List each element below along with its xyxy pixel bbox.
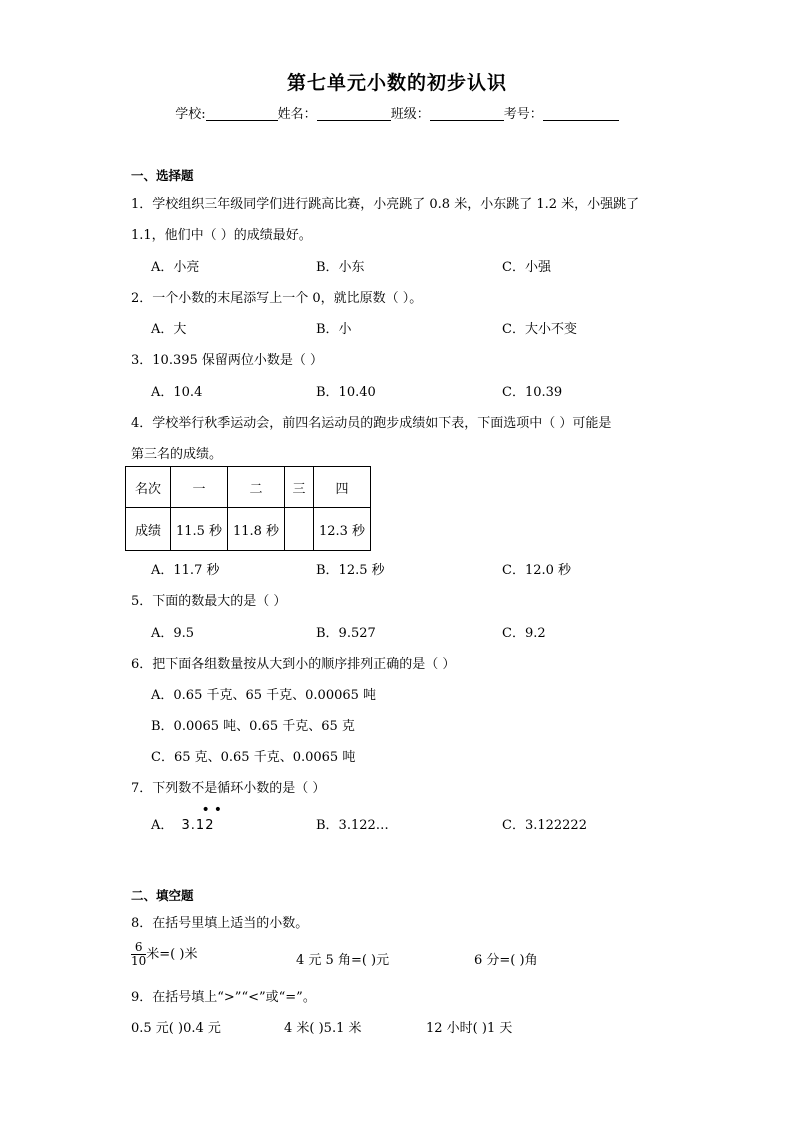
q5-option-b[interactable]: B．9.527: [316, 626, 376, 641]
q2-option-a[interactable]: A．大: [151, 322, 187, 337]
table-header-cell: 三: [285, 467, 314, 508]
q8-stem: 8．在括号里填上适当的小数。: [131, 916, 309, 931]
q3-option-a[interactable]: A．10.4: [151, 385, 203, 400]
table-cell: 11.5 秒: [171, 508, 228, 551]
table-cell: 12.3 秒: [314, 508, 371, 551]
q4-option-c[interactable]: C．12.0 秒: [502, 563, 572, 578]
school-label: 学校:: [175, 107, 206, 122]
q8-items: [131, 941, 197, 968]
table-cell: 11.8 秒: [228, 508, 285, 551]
class-label: 班级：: [390, 107, 430, 122]
exam-no-blank[interactable]: [543, 106, 619, 121]
name-blank[interactable]: [317, 106, 391, 121]
q6-stem: 6．把下面各组数量按从大到小的顺序排列正确的是（ ）: [131, 657, 456, 672]
section-heading-choice: 一、选择题: [131, 168, 194, 183]
q6-option-c[interactable]: C．65 克、0.65 千克、0.0065 吨: [151, 750, 356, 765]
q7-stem: 7．下列数不是循环小数的是（ ）: [131, 781, 326, 796]
q6-option-b[interactable]: B．0.0065 吨、0.65 千克、65 克: [151, 719, 355, 734]
q2-option-c[interactable]: C．大小不变: [502, 322, 577, 337]
q1-stem-line1: 1．学校组织三年级同学们进行跳高比赛，小亮跳了 0.8 米，小东跳了 1.2 米，小强跳了: [131, 197, 640, 212]
name-label: 姓名：: [277, 107, 317, 122]
fraction-numerator: 6: [131, 941, 146, 955]
q7-option-c[interactable]: C．3.122222: [502, 818, 587, 833]
q1-option-b[interactable]: B．小东: [316, 260, 365, 275]
q6-option-a[interactable]: A．0.65 千克、65 千克、0.00065 吨: [151, 688, 377, 703]
q2-stem: 2．一个小数的末尾添写上一个 0，就比原数（ ）。: [131, 291, 423, 306]
q7-option-a-value: 3.12: [181, 818, 215, 833]
q4-stem-line2: 第三名的成绩。: [131, 447, 223, 462]
exam-no-label: 考号：: [503, 107, 543, 122]
table-row: [126, 467, 371, 508]
q9-stem: 9．在括号填上“>”“<”或“=”。: [131, 990, 316, 1005]
q7-repeating-decimal: [181, 802, 227, 833]
q3-option-c[interactable]: C．10.39: [502, 385, 563, 400]
q5-option-a[interactable]: A．9.5: [151, 626, 195, 641]
q4-option-a[interactable]: A．11.7 秒: [151, 563, 220, 578]
q7-option-a[interactable]: [151, 802, 227, 833]
fraction-six-tenths: [131, 941, 146, 968]
table-cell: 成绩: [126, 508, 171, 551]
repeating-dots-icon: ••: [201, 802, 227, 818]
q5-option-c[interactable]: C．9.2: [502, 626, 546, 641]
table-cell: [285, 508, 314, 551]
q1-option-c[interactable]: C．小强: [502, 260, 551, 275]
q8-blank-3[interactable]: 6 分=( )角: [474, 953, 538, 968]
q7-option-a-prefix: A．: [151, 818, 174, 833]
table-header-cell: 二: [228, 467, 285, 508]
q8-blank-1[interactable]: 米=( )米: [146, 947, 198, 962]
student-info-line: [0, 103, 794, 122]
q3-option-b[interactable]: B．10.40: [316, 385, 376, 400]
q5-stem: 5．下面的数最大的是（ ）: [131, 594, 287, 609]
class-blank[interactable]: [430, 106, 504, 121]
q4-stem-line1: 4．学校举行秋季运动会，前四名运动员的跑步成绩如下表，下面选项中（ ）可能是: [131, 416, 612, 431]
q1-stem-line2: 1.1，他们中（ ）的成绩最好。: [131, 228, 312, 243]
page-title: 第七单元小数的初步认识: [286, 72, 507, 94]
q4-results-table: [125, 466, 371, 551]
q9-blank-2[interactable]: 4 米( )5.1 米: [284, 1021, 362, 1036]
fraction-denominator: 10: [131, 954, 147, 968]
q1-option-a[interactable]: A．小亮: [151, 260, 200, 275]
table-header-cell: 名次: [126, 467, 171, 508]
q3-stem: 3．10.395 保留两位小数是（ ）: [131, 353, 324, 368]
q2-option-b[interactable]: B．小: [316, 322, 352, 337]
q7-option-b[interactable]: B．3.122…: [316, 818, 389, 833]
school-blank[interactable]: [206, 106, 278, 121]
q9-blank-3[interactable]: 12 小时( )1 天: [426, 1021, 513, 1036]
q9-blank-1[interactable]: 0.5 元( )0.4 元: [131, 1021, 221, 1036]
section-heading-fill: 二、填空题: [131, 888, 194, 903]
table-header-cell: 一: [171, 467, 228, 508]
table-header-cell: 四: [314, 467, 371, 508]
q8-blank-2[interactable]: 4 元 5 角=( )元: [296, 953, 390, 968]
table-row: [126, 508, 371, 551]
q4-option-b[interactable]: B．12.5 秒: [316, 563, 385, 578]
